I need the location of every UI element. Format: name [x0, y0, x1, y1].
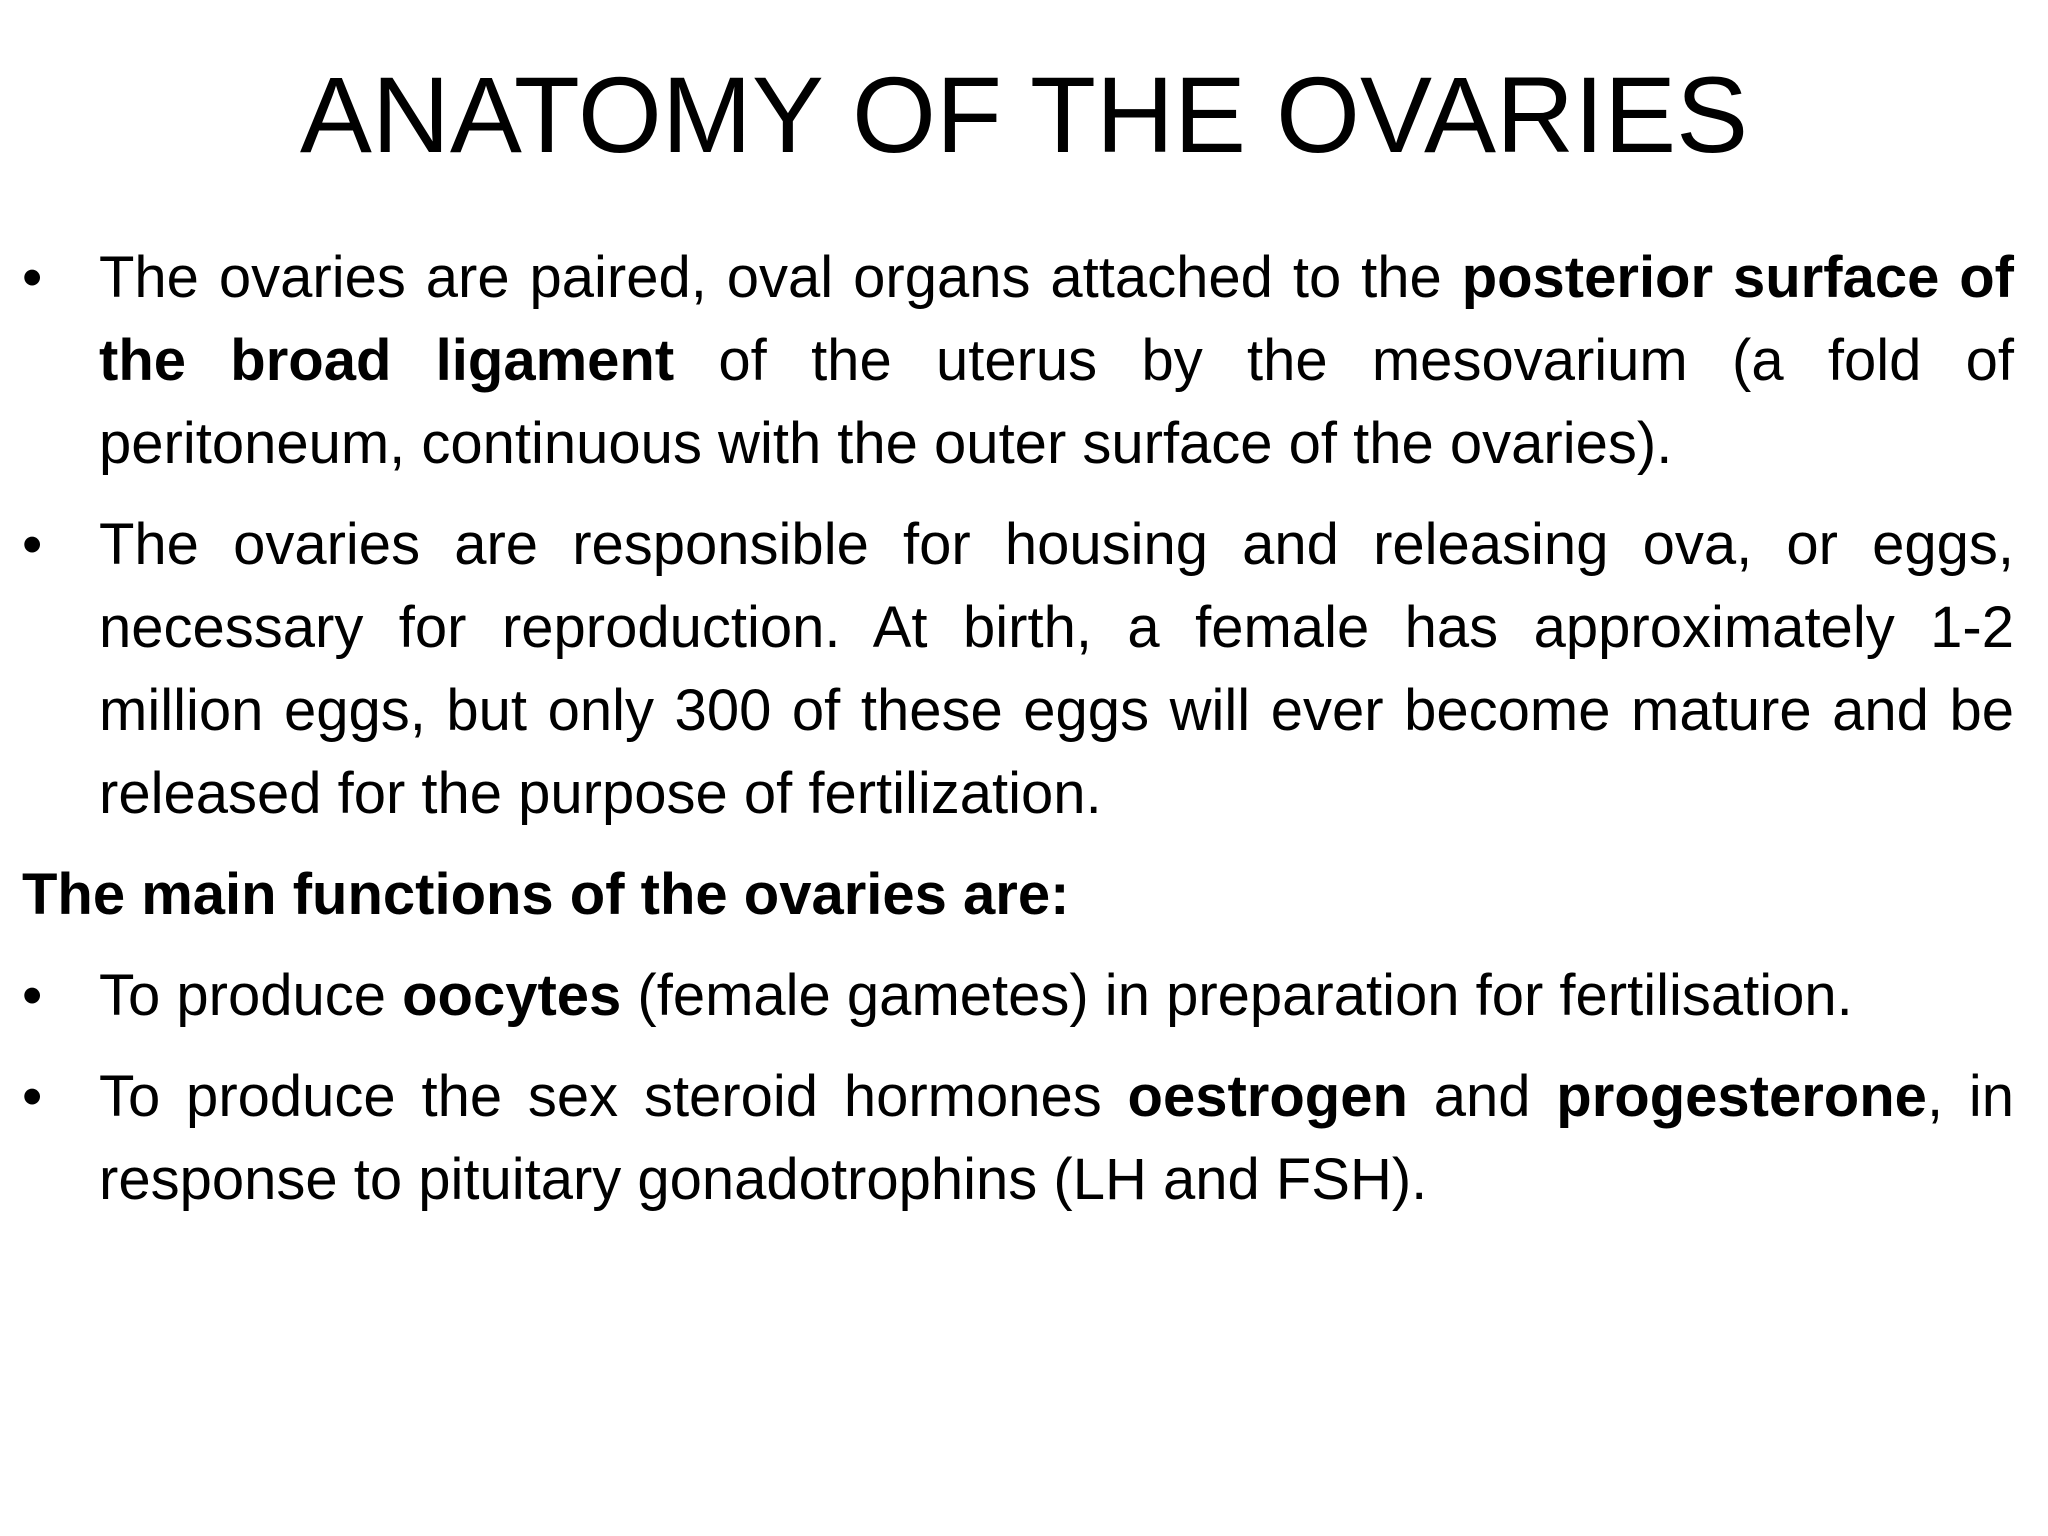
slide-content	[22, 236, 2014, 1239]
slide-title: ANATOMY OF THE OVARIES	[299, 54, 1749, 175]
functions-heading: The main functions of the ovaries are:	[22, 862, 1070, 927]
bullet-text: The ovaries are responsible for housing and releasing ova, or eggs, necessary for reproduction. At birth, a female has approximately 1-2 million eggs, but only 300 of these eggs will ever become mature and be released for the purpose of fertilization.	[99, 512, 2014, 826]
bullet-text: The ovaries are paired, oval organs attached to the	[99, 245, 1462, 310]
bullet-text-bold: posterior surface of the broad ligament	[99, 245, 2014, 393]
bullet-text: of the uterus by the mesovarium (a fold of peritoneum, continuous with the outer surface of the ovaries).	[99, 328, 2014, 476]
bullet-text: To produce	[99, 963, 403, 1028]
bullet-item	[22, 236, 2014, 485]
function-item	[22, 1055, 2014, 1221]
bullet-dot: •	[22, 512, 43, 577]
bullet-text-bold: oocytes	[402, 963, 622, 1028]
bullet-text: , in response to pituitary gonadotrophins (LH and FSH).	[99, 1064, 2014, 1212]
bullet-text: (female gametes) in preparation for fertilisation.	[621, 963, 1853, 1028]
bullet-dot: •	[22, 245, 43, 310]
bullet-dot: •	[22, 1064, 43, 1129]
bullet-dot: •	[22, 963, 43, 1028]
bullet-text: and	[1407, 1064, 1557, 1129]
function-item	[22, 954, 2014, 1037]
bullet-text: To produce the sex steroid hormones	[99, 1064, 1128, 1129]
bullet-text-bold: oestrogen	[1127, 1064, 1408, 1129]
bullet-item	[22, 503, 2014, 835]
bullet-text-bold: progesterone	[1556, 1064, 1927, 1129]
